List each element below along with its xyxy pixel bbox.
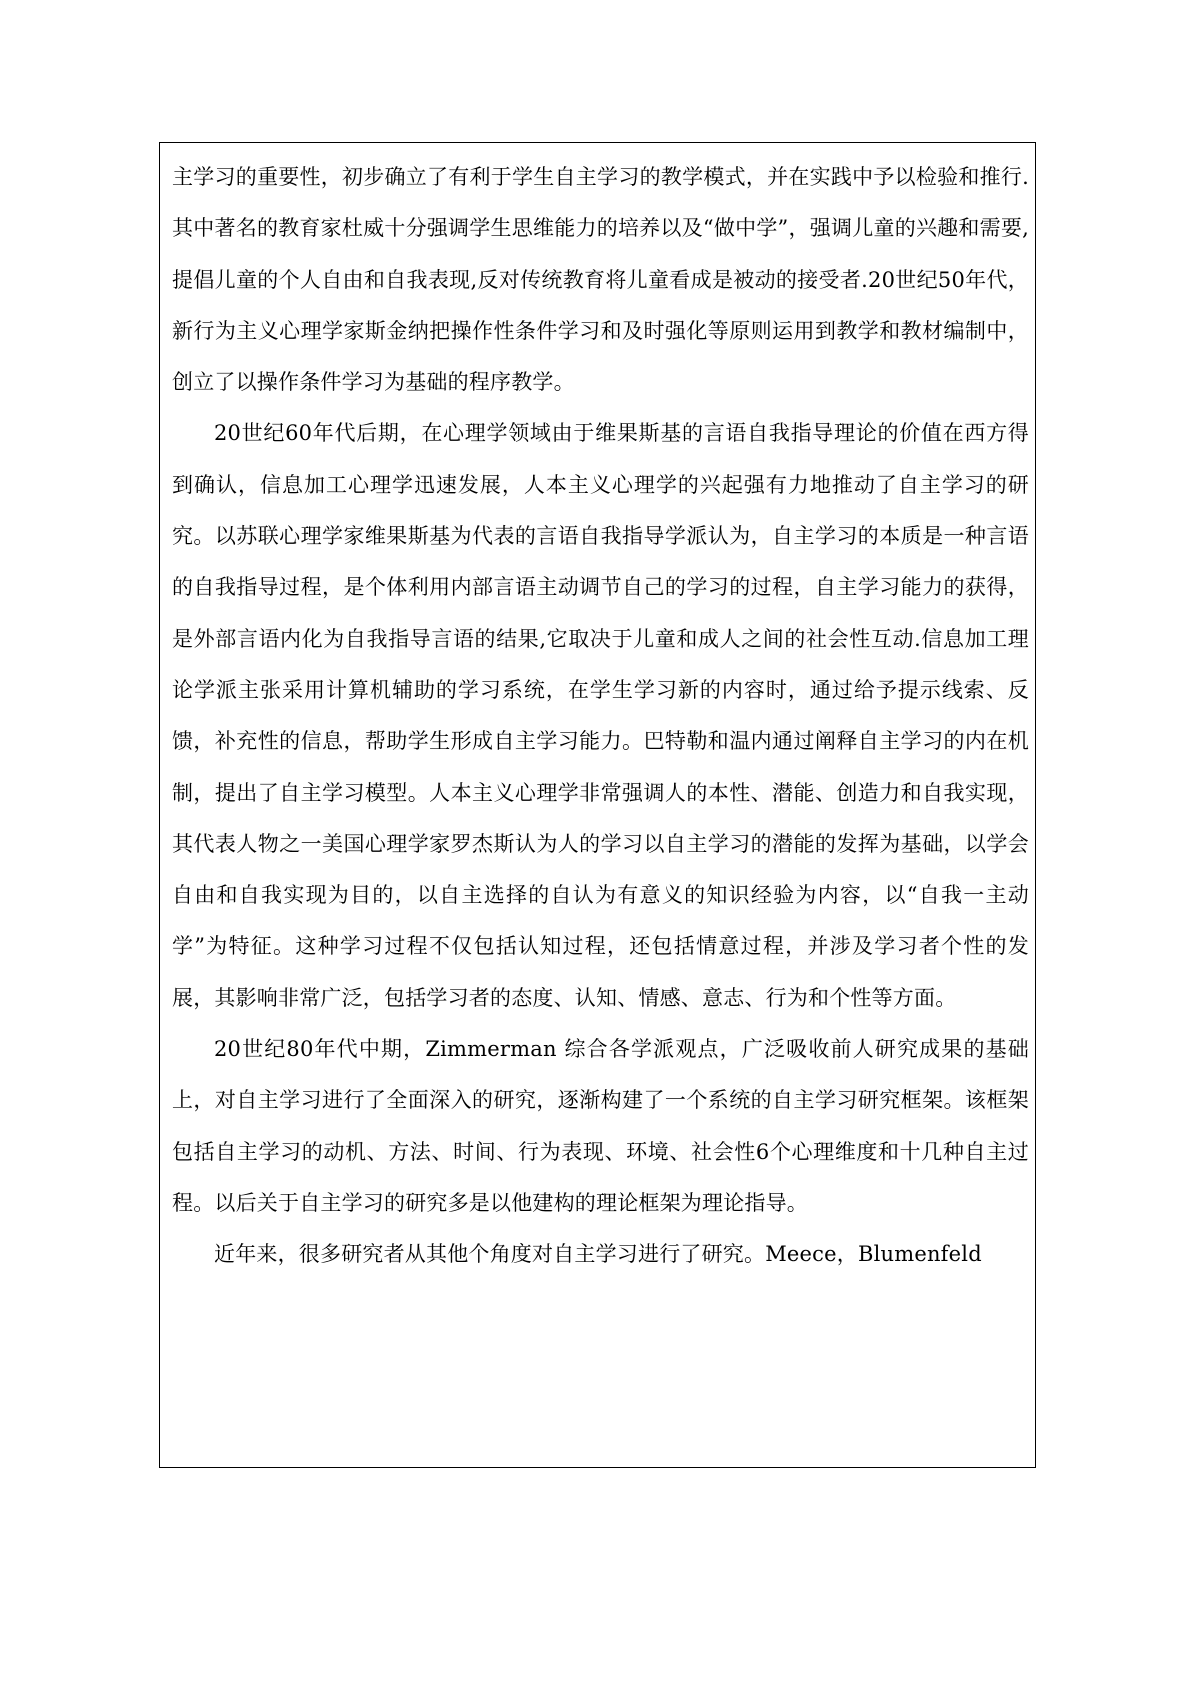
paragraph-3: 20世纪80年代中期，Zimmerman 综合各学派观点，广泛吸收前人研究成果的基础上，对自主学习进行了全面深入的研究，逐渐构建了一个系统的自主学习研究框架。该框架包括自主学习的动机、方法、时间、行为表现、环境、社会性6个心理维度和十几种自主过程。以后关于自主学习的研究多是以他建构的理论框架为理论指导。 [172,1037,1029,1215]
paragraph-1: 主学习的重要性，初步确立了有利于学生自主学习的教学模式，并在实践中予以检验和推行.其中著名的教育家杜威十分强调学生思维能力的培养以及“做中学”，强调儿童的兴趣和需要,提倡儿童的个人自由和自我表现,反对传统教育将儿童看成是被动的接受者.20世纪50年代，新行为主义心理学家斯金纳把操作性条件学习和及时强化等原则运用到教学和教材编制中，创立了以操作条件学习为基础的程序教学。 [172,165,1029,395]
paragraph-2: 20世纪60年代后期，在心理学领域由于维果斯基的言语自我指导理论的价值在西方得到确认，信息加工心理学迅速发展，人本主义心理学的兴起强有力地推动了自主学习的研究。以苏联心理学家维果斯基为代表的言语自我指导学派认为，自主学习的本质是一种言语的自我指导过程，是个体利用内部言语主动调节自己的学习的过程，自主学习能力的获得，是外部言语内化为自我指导言语的结果,它取决于儿童和成人之间的社会性互动.信息加工理论学派主张采用计算机辅助的学习系统，在学生学习新的内容时，通过给予提示线索、反馈，补充性的信息，帮助学生形成自主学习能力。巴特勒和温内通过阐释自主学习的内在机制，提出了自主学习模型。人本主义心理学非常强调人的本性、潜能、创造力和自我实现，其代表人物之一美国心理学家罗杰斯认为人的学习以自主学习的潜能的发挥为基础，以学会自由和自我实现为目的，以自主选择的自认为有意义的知识经验为内容，以“自我一主动学”为特征。这种学习过程不仅包括认知过程，还包括情意过程，并涉及学习者个性的发展，其影响非常广泛，包括学习者的态度、认知、情感、意志、行为和个性等方面。 [172,421,1029,1010]
text-frame [159,142,1036,1468]
document-body [172,152,1029,1281]
paragraph-4: 近年来，很多研究者从其他个角度对自主学习进行了研究。Meece，Blumenfeld [214,1242,982,1267]
